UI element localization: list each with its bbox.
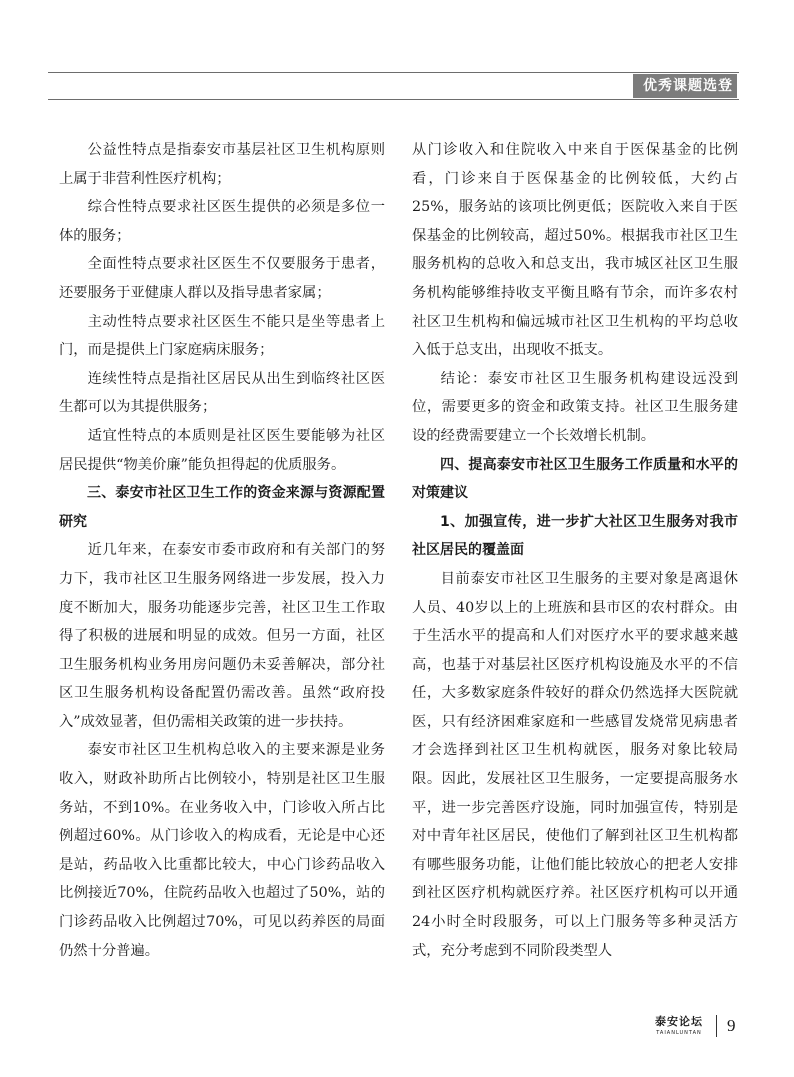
section-tag: 优秀课题选登	[633, 74, 737, 98]
brand-name-cn: 泰安论坛	[655, 1015, 703, 1028]
paragraph: 连续性特点是指社区居民从出生到临终社区医生都可以为其提供服务；	[59, 370, 385, 416]
brand-name-en: TAIANLUNTAN	[656, 1030, 702, 1036]
page-number: 9	[727, 1016, 736, 1035]
section-heading: 1、加强宣传，进一步扩大社区卫生服务对我市社区居民的覆盖面	[412, 513, 738, 559]
left-column	[59, 136, 385, 965]
section-heading: 三、泰安市社区卫生工作的资金来源与资源配置研究	[59, 485, 385, 530]
paragraph: 从门诊收入和住院收入中来自于医保基金的比例看，门诊来自于医保基金的比例较低，大约占25%，服务站的该项比例更低；医院收入来自于医保基金的比例较高，超过50%。根据我市社区卫生服务机构的总收入和总支出，我市城区社区卫生服务机构能够维持收支平衡且略有节余，而许多农村社区卫生机构和偏远城市社区卫生机构的平均总收入低于总支出，出现收不抵支。	[412, 142, 738, 359]
paragraph: 主动性特点要求社区医生不能只是坐等患者上门，而是提供上门家庭病床服务；	[59, 313, 385, 359]
footer-brand	[655, 1015, 703, 1037]
paragraph: 公益性特点是指泰安市基层社区卫生机构原则上属于非营利性医疗机构；	[59, 142, 385, 187]
paragraph: 全面性特点要求社区医生不仅要服务于患者，还要服务于亚健康人群以及指导患者家属；	[59, 256, 385, 301]
paragraph: 结论：泰安市社区卫生服务机构建设远没到位，需要更多的资金和政策支持。社区卫生服务建设的经费需要建立一个长效增长机制。	[412, 370, 738, 444]
paragraph: 目前泰安市社区卫生服务的主要对象是离退休人员、40岁以上的上班族和县市区的农村群众。由于生活水平的提高和人们对医疗水平的要求越来越高，也基于对基层社区医疗机构设施及水平的不信任，大多数家庭条件较好的群众仍然选择大医院就医，只有经济困难家庭和一些感冒发烧常见病患者才会选择到社区卫生机构就医，服务对象比较局限。因此，发展社区卫生服务，一定要提高服务水平，进一步完善医疗设施，同时加强宣传，特别是对中青年社区居民，使他们了解到社区卫生机构都有哪些服务功能，让他们能比较放心的把老人安排到社区医疗机构就医疗养。社区医疗机构可以开通24小时全时段服务，可以上门服务等多种灵活方式，充分考虑到不同阶段类型人	[412, 570, 738, 959]
footer-separator	[716, 1015, 717, 1037]
paragraph: 泰安市社区卫生机构总收入的主要来源是业务收入，财政补助所占比例较小，特别是社区卫生服务站，不到10%。在业务收入中，门诊收入所占比例超过60%。从门诊收入的构成看，无论是中心还是站，药品收入比重都比较大，中心门诊药品收入比例接近70%，住院药品收入也超过了50%，站的门诊药品收入比例超过70%，可见以药养医的局面仍然十分普遍。	[59, 742, 385, 959]
header-rule-bottom	[48, 99, 739, 100]
section-heading: 四、提高泰安市社区卫生服务工作质量和水平的对策建议	[412, 456, 738, 502]
paragraph: 适宜性特点的本质则是社区医生要能够为社区居民提供“物美价廉”能负担得起的优质服务。	[59, 427, 385, 473]
right-column	[412, 136, 738, 965]
paragraph: 近几年来，在泰安市委市政府和有关部门的努力下，我市社区卫生服务网络进一步发展，投入力度不断加大，服务功能逐步完善，社区卫生工作取得了积极的进展和明显的成效。但另一方面，社区卫生服务机构业务用房问题仍未妥善解决，部分社区卫生服务机构设备配置仍需改善。虽然“政府投入”成效显著，但仍需相关政策的进一步扶持。	[59, 542, 385, 730]
header-rule-top	[48, 72, 739, 73]
paragraph: 综合性特点要求社区医生提供的必须是多位一体的服务；	[59, 199, 385, 244]
